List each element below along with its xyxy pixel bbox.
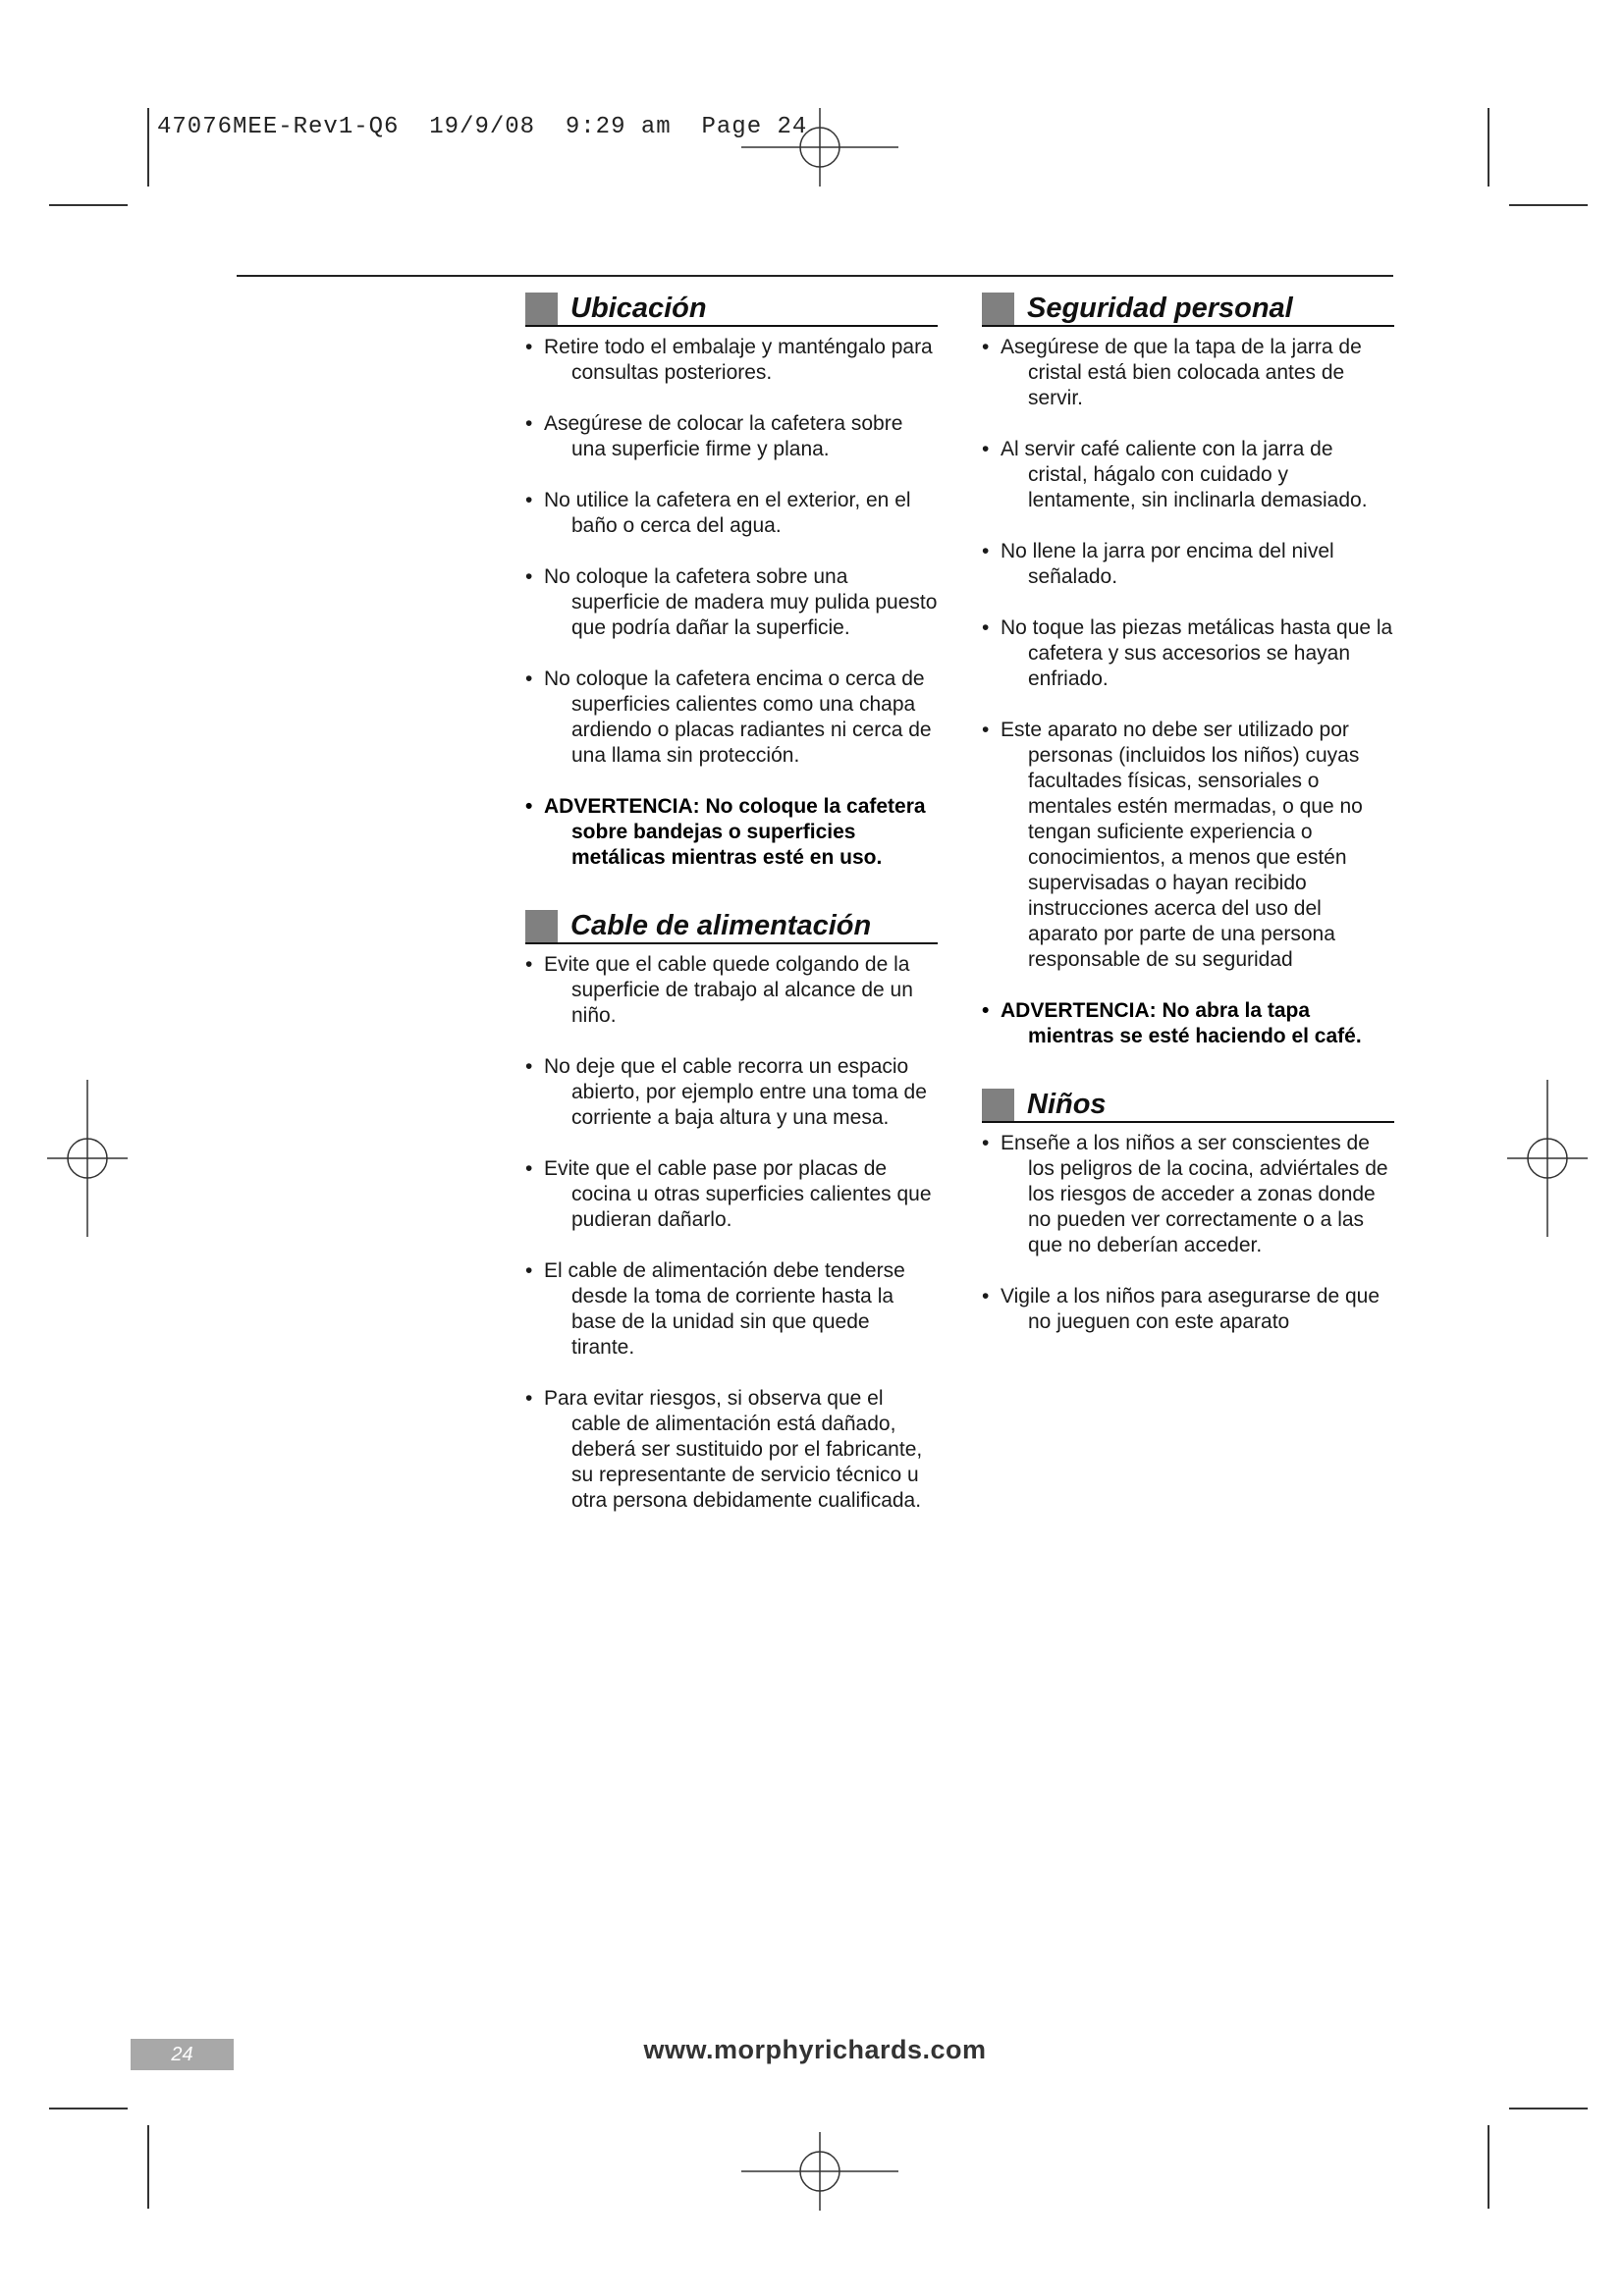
list-item [982, 1131, 1394, 1258]
crop-mark [49, 2108, 128, 2109]
list-item [982, 539, 1394, 590]
bullet-list [982, 1131, 1394, 1335]
crop-mark [1509, 2108, 1588, 2109]
list-item [982, 615, 1394, 692]
crop-mark [1509, 204, 1588, 206]
list-item-text: No toque las piezas metálicas hasta que la cafetera y sus accesorios se hayan enfriado. [1001, 616, 1393, 690]
section [525, 910, 938, 1514]
list-item-text: Vigile a los niños para asegurarse de que no jueguen con este aparato [1001, 1285, 1380, 1333]
list-item-text: Para evitar riesgos, si observa que el cable de alimentación está dañado, deberá ser sustituido por el fabricante, su representante de servicio técnico u otra persona debidamente cualificada. [544, 1387, 923, 1512]
left-column [525, 293, 938, 1553]
list-item [525, 952, 938, 1029]
printer-slug: 47076MEE-Rev1-Q6 19/9/08 9:29 am Page 24 [157, 114, 808, 140]
list-item-text: Evite que el cable quede colgando de la superficie de trabajo al alcance de un niño. [544, 953, 913, 1027]
crop-mark [147, 108, 149, 187]
list-item [525, 564, 938, 641]
section-heading [982, 1089, 1394, 1123]
warning-item [525, 794, 938, 871]
list-item-text: Este aparato no debe ser utilizado por personas (incluidos los niños) cuyas facultades físicas, sensoriales o mentales estén mermadas, o que no tengan suficiente experiencia o conocimientos, a menos que estén supervisadas o hayan recibido instrucciones acerca del uso del aparato por parte de una persona responsable de su seguridad [1001, 719, 1363, 971]
section-title: Niños [1027, 1089, 1107, 1120]
list-item-text: ADVERTENCIA: No coloque la cafetera sobre bandejas o superficies metálicas mientras esté en uso. [544, 795, 926, 869]
registration-mark-icon [1507, 1080, 1588, 1237]
list-item-text: Enseñe a los niños a ser conscientes de los peligros de la cocina, adviértales de los riesgos de acceder a zonas donde no pueden ver correctamente o a las que no deberían acceder. [1001, 1132, 1388, 1256]
section-heading [982, 293, 1394, 327]
page-number: 24 [131, 2039, 234, 2070]
list-item-text: No utilice la cafetera en el exterior, en el baño o cerca del agua. [544, 489, 911, 537]
crop-mark [49, 204, 128, 206]
list-item-text: ADVERTENCIA: No abra la tapa mientras se esté haciendo el café. [1001, 999, 1362, 1047]
list-item-text: Evite que el cable pase por placas de cocina u otras superficies calientes que pudieran dañarlo. [544, 1157, 932, 1231]
section [982, 1089, 1394, 1335]
crop-mark [1488, 108, 1489, 187]
registration-mark-icon [47, 1080, 128, 1237]
list-item-text: No deje que el cable recorra un espacio abierto, por ejemplo entre una toma de corriente a baja altura y una mesa. [544, 1055, 927, 1129]
crop-mark [147, 2125, 149, 2209]
section-heading [525, 293, 938, 327]
list-item [982, 718, 1394, 973]
section [982, 293, 1394, 1049]
list-item-text: Asegúrese de colocar la cafetera sobre una superficie firme y plana. [544, 412, 903, 460]
list-item [525, 411, 938, 462]
crop-mark [1488, 2125, 1489, 2209]
list-item-text: No coloque la cafetera sobre una superficie de madera muy pulida puesto que podría dañar la superficie. [544, 565, 938, 639]
bullet-list [982, 335, 1394, 1049]
list-item [525, 667, 938, 769]
heading-square-icon [982, 293, 1014, 325]
section-title: Ubicación [570, 293, 707, 324]
heading-square-icon [982, 1089, 1014, 1121]
list-item [525, 1258, 938, 1361]
section-title: Cable de alimentación [570, 910, 872, 941]
warning-item [982, 998, 1394, 1049]
heading-square-icon [525, 293, 558, 325]
heading-square-icon [525, 910, 558, 942]
list-item [525, 335, 938, 386]
list-item-text: Al servir café caliente con la jarra de cristal, hágalo con cuidado y lentamente, sin inclinarla demasiado. [1001, 438, 1368, 511]
section-heading [525, 910, 938, 944]
website-url: www.morphyrichards.com [643, 2035, 987, 2064]
bullet-list [525, 952, 938, 1514]
list-item [982, 437, 1394, 513]
list-item-text: El cable de alimentación debe tenderse desde la toma de corriente hasta la base de la unidad sin que quede tirante. [544, 1259, 905, 1359]
list-item [525, 1054, 938, 1131]
list-item-text: Asegúrese de que la tapa de la jarra de cristal está bien colocada antes de servir. [1001, 336, 1362, 409]
section [525, 293, 938, 871]
bullet-list [525, 335, 938, 871]
list-item [982, 1284, 1394, 1335]
right-column [982, 293, 1394, 1374]
list-item-text: Retire todo el embalaje y manténgalo para consultas posteriores. [544, 336, 933, 384]
list-item-text: No llene la jarra por encima del nivel señalado. [1001, 540, 1334, 588]
list-item-text: No coloque la cafetera encima o cerca de superficies calientes como una chapa ardiendo o placas radiantes ni cerca de una llama sin protección. [544, 667, 932, 767]
header-rule [237, 275, 1393, 277]
list-item [525, 1386, 938, 1514]
list-item [525, 488, 938, 539]
registration-mark-icon [741, 108, 898, 187]
section-title: Seguridad personal [1027, 293, 1293, 324]
list-item [982, 335, 1394, 411]
list-item [525, 1156, 938, 1233]
registration-mark-icon [741, 2132, 898, 2211]
